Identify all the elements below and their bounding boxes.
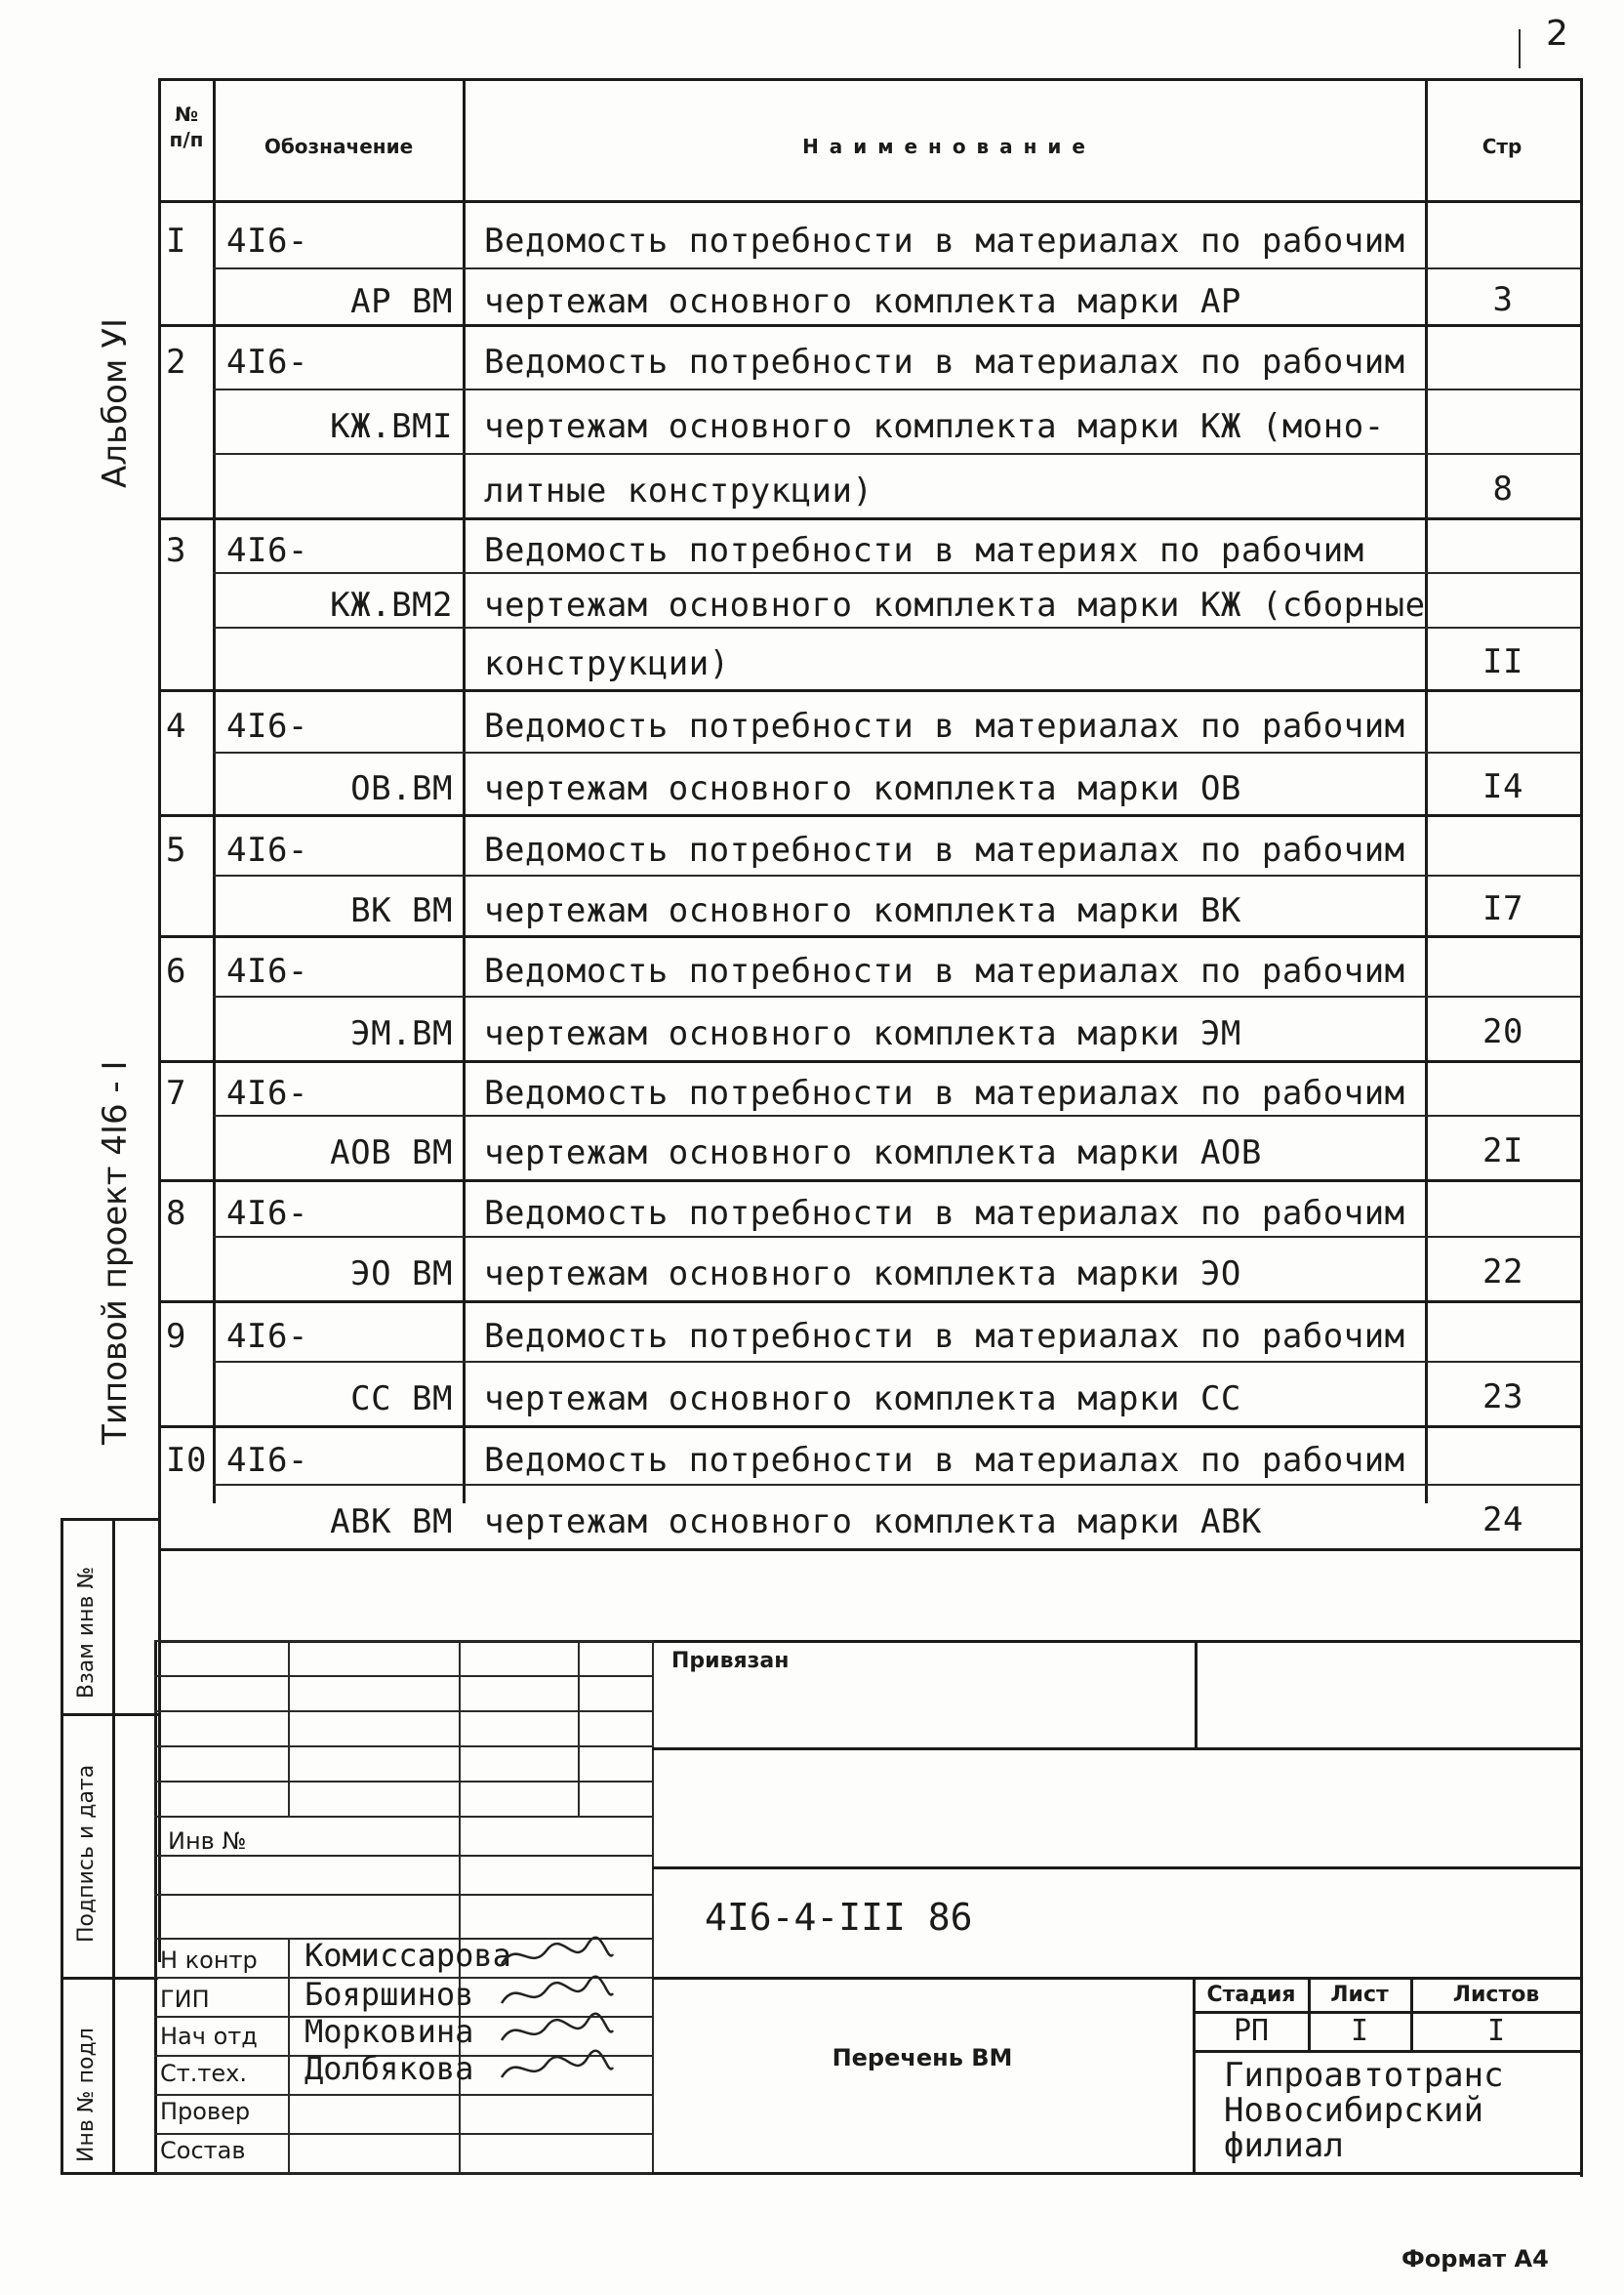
row-number: 2 (166, 343, 186, 382)
stamp-grid-col (578, 1640, 580, 1816)
sheet-label: Лист (1330, 1983, 1389, 2007)
row-name-line: Ведомость потребности в материях по рабочим (484, 531, 1364, 570)
row-separator (158, 814, 1583, 817)
row-name-line: чертежам основного комплекта марки ЭМ (484, 1014, 1241, 1053)
frame-right (1580, 78, 1583, 2177)
row-inner-line (213, 267, 1581, 269)
side-project-label: Типовой проект 4I6 - I (96, 1060, 135, 1445)
row-number: 5 (166, 831, 186, 870)
row-code: 4I6- (226, 1074, 308, 1113)
row-number: 9 (166, 1317, 186, 1356)
stamp-name: Бояршинов (304, 1976, 474, 2013)
privyazan-label: Привязан (671, 1649, 790, 1673)
privyazan-sep (1195, 1640, 1198, 1747)
row-code: 4I6- (226, 952, 308, 991)
row-inner-line (213, 996, 1581, 998)
row-name-line: чертежам основного комплекта марки АОВ (484, 1133, 1262, 1172)
row-mark: ВК ВМ (350, 891, 453, 930)
title-sep (1193, 1977, 1196, 2172)
doc-title: Перечень ВМ (832, 2044, 1013, 2071)
row-number: I (166, 222, 186, 261)
row-number: I0 (166, 1441, 207, 1480)
strip-sep-2 (61, 1977, 158, 1980)
stamp-grid-line (154, 1855, 652, 1857)
org-line-1: Гипроавтотранс (1224, 2056, 1504, 2095)
row-name-line: Ведомость потребности в материалах по рабочим (484, 1441, 1405, 1480)
stamp-grid-line (154, 1894, 652, 1896)
row-separator (158, 1548, 1583, 1551)
header-designation: Обозначение (264, 135, 414, 158)
row-inner-line (213, 1115, 1581, 1117)
row-name-line: Ведомость потребности в материалах по рабочим (484, 831, 1405, 870)
stamp-name: Комиссарова (304, 1937, 511, 1974)
frame-left (158, 78, 161, 1962)
row-page: 8 (1492, 470, 1514, 509)
sheets-value: I (1486, 2014, 1506, 2048)
format-label: Формат А4 (1401, 2245, 1549, 2273)
row-code: 4I6- (226, 1441, 308, 1480)
row-name-line: чертежам основного комплекта марки АВК (484, 1502, 1262, 1541)
row-page: 23 (1482, 1377, 1523, 1416)
row-name-line: Ведомость потребности в материалах по рабочим (484, 222, 1405, 261)
row-page: 2I (1482, 1131, 1523, 1170)
stage-row-2 (1193, 2050, 1583, 2053)
row-name-line: Ведомость потребности в материалах по рабочим (484, 952, 1405, 991)
row-mark: АОВ ВМ (330, 1133, 453, 1172)
row-number: 3 (166, 531, 186, 570)
frame-top (158, 78, 1583, 81)
row-name-line: чертежам основного комплекта марки ВК (484, 891, 1241, 930)
org-line-3: филиал (1224, 2126, 1344, 2165)
row-inner-line (213, 572, 1581, 574)
row-mark: АР ВМ (350, 282, 453, 321)
corner-mark (1519, 29, 1521, 68)
row-page: 3 (1492, 280, 1514, 319)
stamp-grid-col (652, 1640, 654, 2172)
row-name-line: чертежам основного комплекта марки АР (484, 282, 1241, 321)
row-inner-line (213, 627, 1581, 629)
doc-code: 4I6-4-III 86 (705, 1896, 973, 1939)
row-inner-line (213, 875, 1581, 877)
stamp-role: Провер (160, 2098, 251, 2125)
header-page: Стр (1482, 135, 1522, 158)
sheet-value: I (1350, 2014, 1369, 2048)
row-mark: ЭО ВМ (350, 1254, 453, 1293)
row-inner-line (213, 752, 1581, 754)
row-mark: КЖ.ВМI (330, 407, 453, 446)
row-name-line: чертежам основного комплекта марки КЖ (моно- (484, 407, 1385, 446)
row-mark: СС ВМ (350, 1379, 453, 1418)
stamp-role: Н контр (160, 1947, 258, 1974)
row-page: II (1482, 642, 1523, 681)
row-name-line: конструкции) (484, 644, 730, 683)
row-name-line: Ведомость потребности в материалах по рабочим (484, 1317, 1405, 1356)
header-num: № п/п (169, 102, 204, 151)
row-name-line: чертежам основного комплекта марки ОВ (484, 769, 1241, 808)
stamp-name: Долбякова (304, 2050, 474, 2087)
row-inner-line (213, 1484, 1581, 1486)
stamp-grid-line (154, 2133, 652, 2135)
row-name-line: Ведомость потребности в материалах по рабочим (484, 1074, 1405, 1113)
row-inner-line (213, 389, 1581, 390)
stamp-role: Ст.тех. (160, 2060, 247, 2087)
row-name-line: Ведомость потребности в материалах по рабочим (484, 1194, 1405, 1233)
sheets-label: Листов (1452, 1983, 1540, 2007)
row-mark: КЖ.ВМ2 (330, 586, 453, 625)
row-inner-line (213, 1361, 1581, 1363)
row-number: 7 (166, 1074, 186, 1113)
signature-scribble (498, 2048, 615, 2095)
col-code-sep (463, 78, 466, 1503)
row-page: I4 (1482, 767, 1523, 806)
col-page-sep (1425, 78, 1428, 1503)
row-name-line: Ведомость потребности в материалах по рабочим (484, 707, 1405, 746)
stamp-role: Нач отд (160, 2023, 258, 2050)
col-num-sep (213, 78, 216, 1503)
stamp-name: Морковина (304, 2013, 474, 2050)
code-row-top (652, 1866, 1583, 1869)
row-separator (158, 324, 1583, 327)
header-bottom (158, 200, 1583, 203)
stage-value: РП (1233, 2014, 1270, 2048)
row-name-line: литные конструкции) (484, 471, 873, 511)
row-number: 4 (166, 707, 186, 746)
row-code: 4I6- (226, 1194, 308, 1233)
row-name-line: чертежам основного комплекта марки КЖ (сборные (484, 586, 1426, 625)
row-code: 4I6- (226, 707, 308, 746)
row-page: 22 (1482, 1252, 1523, 1291)
row-mark: ЭМ.ВМ (350, 1014, 453, 1053)
row-code: 4I6- (226, 343, 308, 382)
row-name-line: чертежам основного комплекта марки ЭО (484, 1254, 1241, 1293)
privyazan-bottom (652, 1747, 1583, 1750)
stamp-grid-line (154, 2172, 652, 2174)
stamp-role: Состав (160, 2137, 246, 2164)
header-name: Н а и м е н о в а н и е (802, 135, 1087, 158)
row-name-line: чертежам основного комплекта марки СС (484, 1379, 1241, 1418)
row-separator (158, 1300, 1583, 1303)
strip-right (112, 1518, 115, 2172)
row-separator (158, 935, 1583, 938)
row-code: 4I6- (226, 222, 308, 261)
strip-sep-1 (61, 1713, 158, 1716)
row-separator (158, 517, 1583, 520)
row-code: 4I6- (226, 831, 308, 870)
row-separator (158, 689, 1583, 692)
row-page: 20 (1482, 1012, 1523, 1051)
stage-sep-2 (1410, 1977, 1413, 2050)
row-code: 4I6- (226, 1317, 308, 1356)
stamp-grid-col (288, 1938, 290, 2172)
row-inner-line (213, 453, 1581, 455)
side-label-podpis: Подпись и дата (74, 1764, 99, 1943)
code-row-bottom (652, 1977, 1583, 1980)
stage-sep-1 (1308, 1977, 1311, 2050)
row-separator (158, 1425, 1583, 1428)
row-number: 6 (166, 952, 186, 991)
strip-left (61, 1518, 63, 2172)
side-album-label: Альбом УI (96, 317, 135, 488)
stamp-top (652, 1640, 1583, 1643)
row-inner-line (213, 1236, 1581, 1238)
row-page: 24 (1482, 1500, 1523, 1539)
org-line-2: Новосибирский (1224, 2091, 1484, 2130)
stage-label: Стадия (1206, 1983, 1296, 2007)
org-name (1224, 2058, 1504, 2163)
row-mark: АВК ВМ (330, 1502, 453, 1541)
row-name-line: Ведомость потребности в материалах по рабочим (484, 343, 1405, 382)
side-label-inv: Инв № подл (74, 2028, 99, 2162)
stamp-grid-col (288, 1640, 290, 1816)
stamp-grid-line (154, 1816, 652, 1818)
row-page: I7 (1482, 889, 1523, 928)
row-number: 8 (166, 1194, 186, 1233)
row-separator (158, 1060, 1583, 1063)
strip-top (61, 1518, 158, 1521)
page-number: 2 (1546, 14, 1568, 54)
side-label-vzam: Взам инв № (74, 1566, 99, 1699)
row-mark: ОВ.ВМ (350, 769, 453, 808)
stamp-left-border (154, 1640, 157, 2172)
row-separator (158, 1179, 1583, 1182)
stamp-grid-col (459, 1640, 461, 2172)
row-code: 4I6- (226, 531, 308, 570)
stamp-role: ГИП (160, 1986, 210, 2013)
inv-no-label: Инв № (168, 1827, 247, 1855)
